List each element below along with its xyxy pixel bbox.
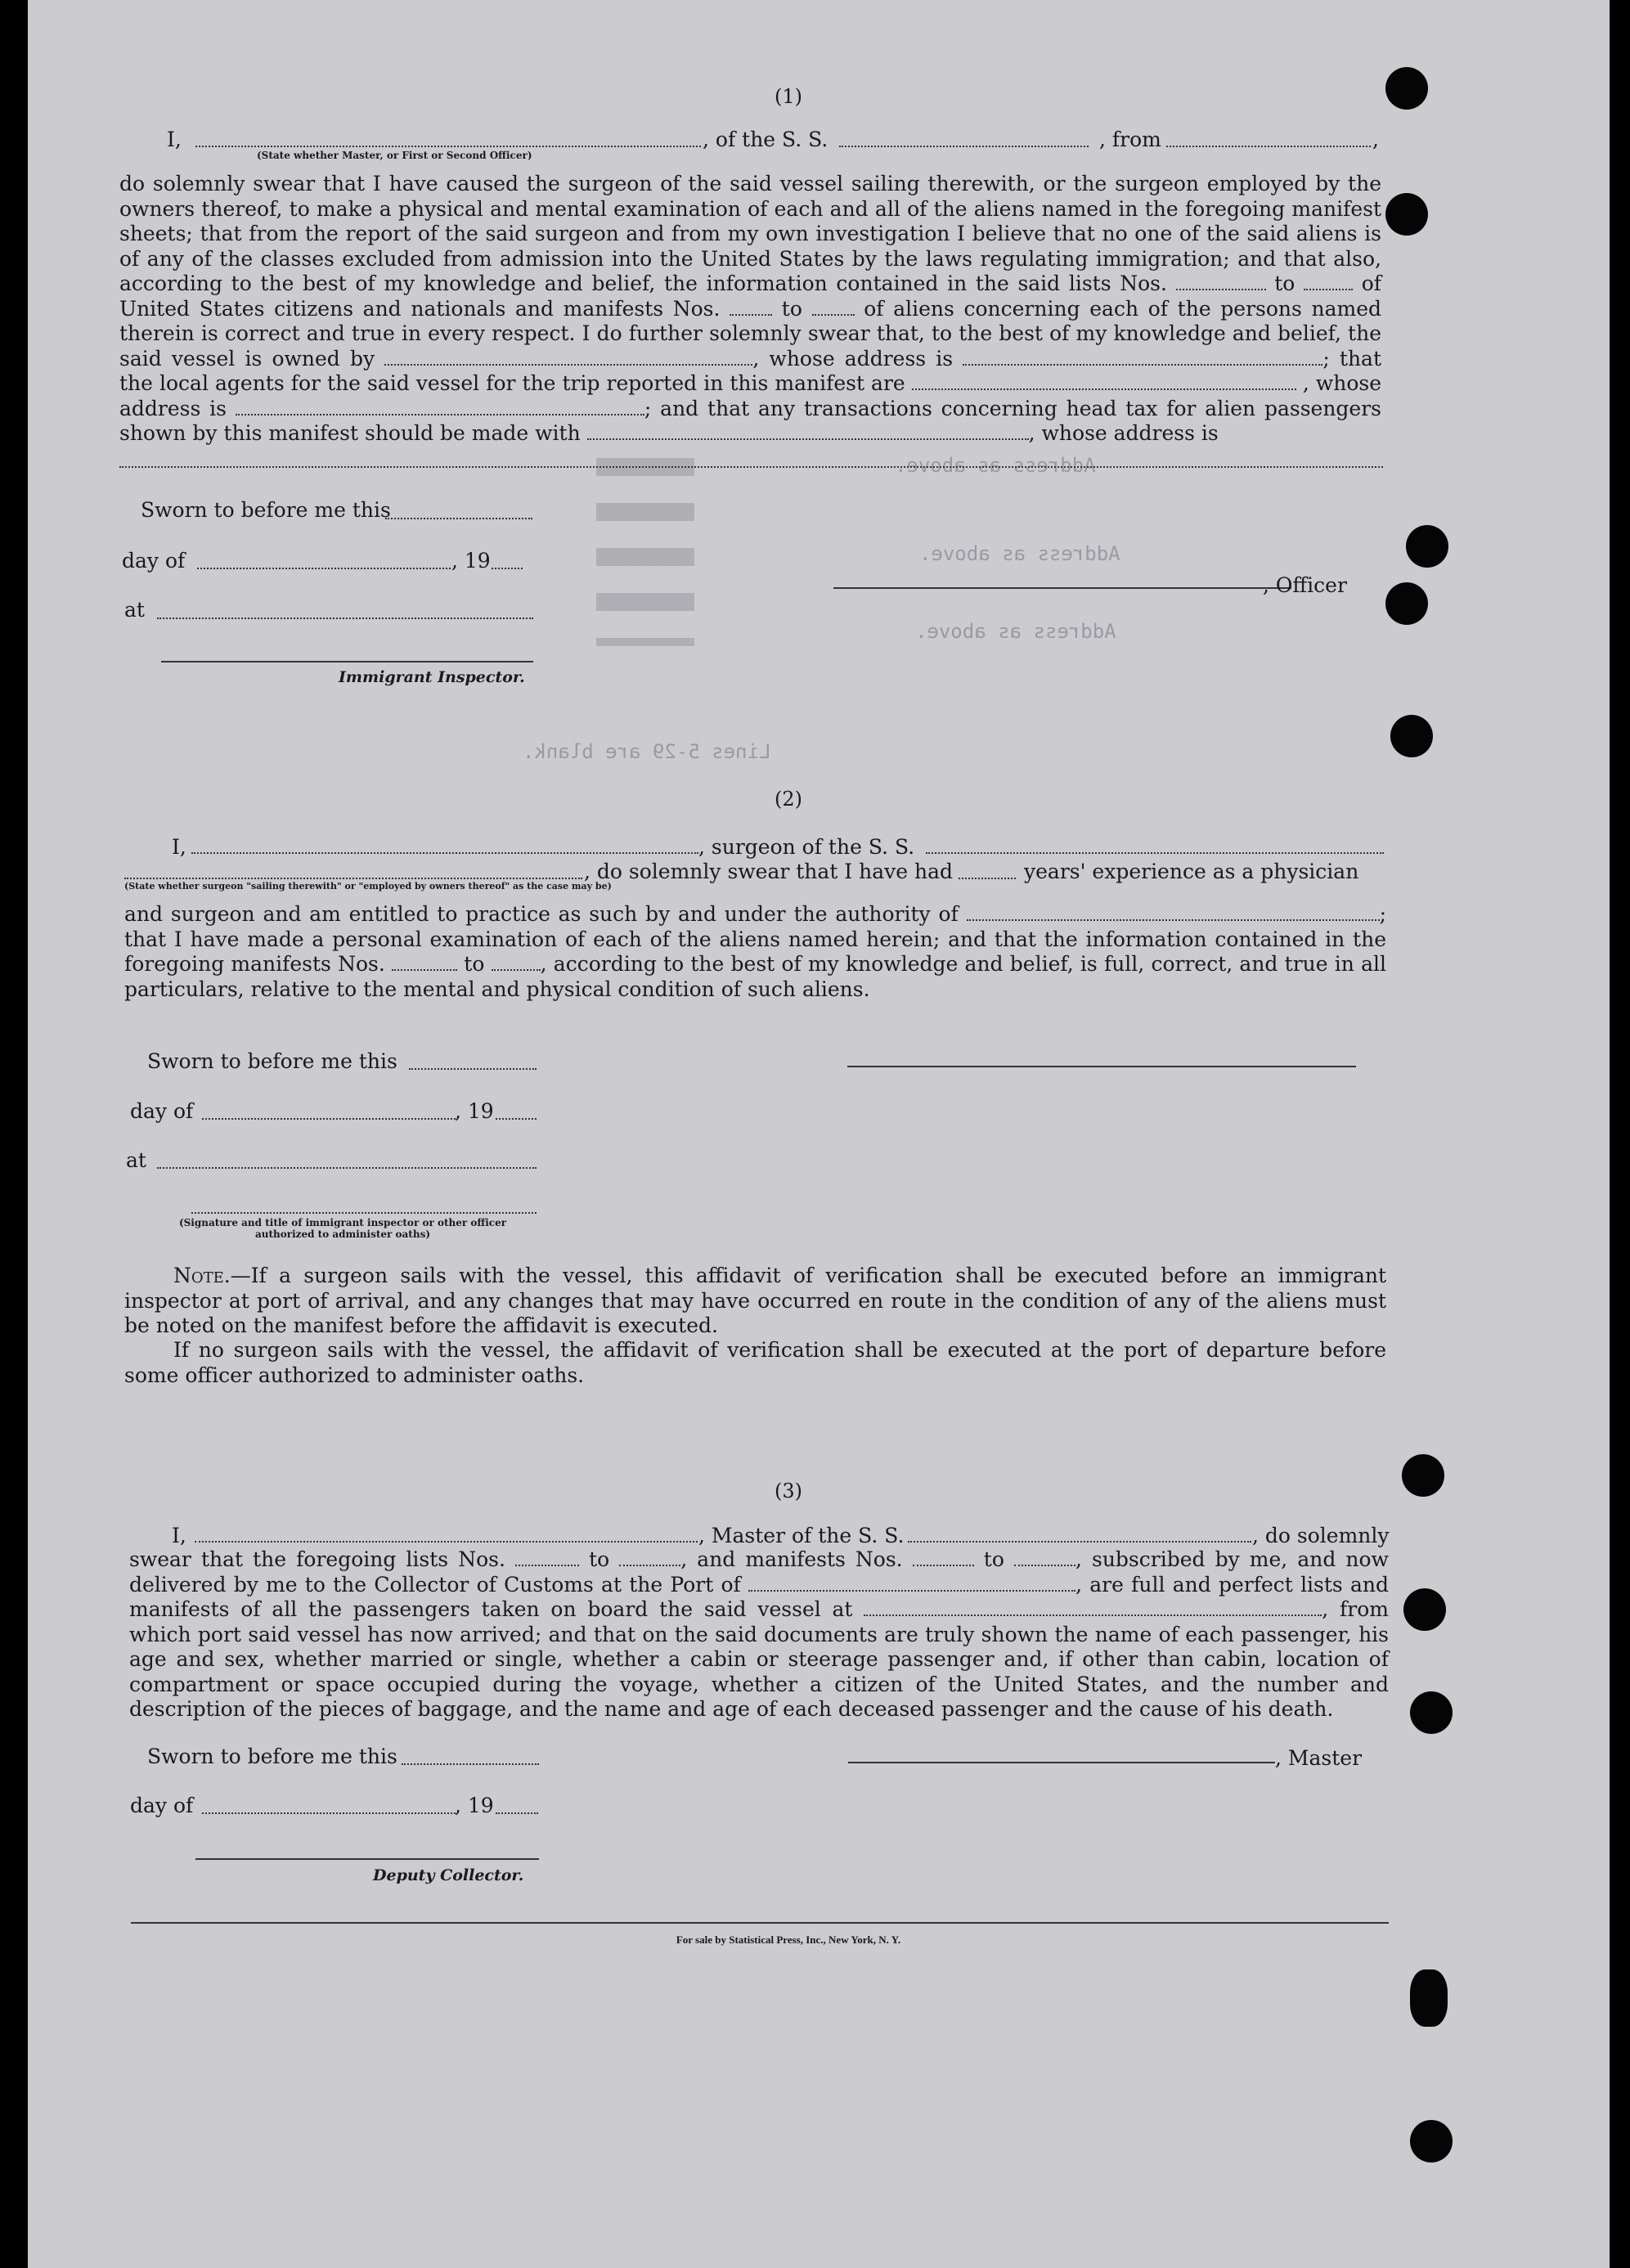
section1-text-h: , whose address is (1028, 421, 1219, 445)
punch-hole (1402, 1454, 1444, 1497)
officer-signature-line[interactable] (833, 587, 1291, 589)
sworn-day-field-2[interactable] (409, 1068, 537, 1070)
section1-text-f: , whose address is (119, 371, 1382, 420)
ship-name-field[interactable] (839, 146, 1089, 147)
manifests-from-field[interactable] (730, 299, 772, 316)
head-tax-field[interactable] (587, 424, 1029, 440)
master-lists-to-field[interactable] (619, 1550, 680, 1566)
section-number-2: (2) (775, 788, 802, 811)
year-label-1: , 19 (451, 549, 491, 573)
punch-hole (1385, 67, 1428, 110)
year-field-3[interactable] (496, 1812, 538, 1814)
month-field-2[interactable] (202, 1118, 456, 1120)
printer-footer: For sale by Statistical Press, Inc., New York, N. Y. (676, 1933, 901, 1946)
officer-label: , Officer (1263, 573, 1347, 597)
manifest-reverse-page (28, 0, 1610, 2268)
agents-field[interactable] (912, 374, 1296, 390)
punch-hole (1385, 582, 1428, 625)
day-of-label-1: day of (122, 549, 186, 573)
officer-title-caption: (State whether Master, or First or Second Officer) (257, 150, 532, 161)
section2-text-b: ; that I have made a personal examination of each of the aliens named herein; and that the information contained in the foregoing manifests Nos. (124, 902, 1386, 976)
master-signature-line[interactable] (848, 1762, 1275, 1763)
lists-from-field[interactable] (1176, 274, 1266, 290)
master-ship-field[interactable] (908, 1541, 1251, 1543)
note-label: Note. (173, 1264, 231, 1287)
from-label: , from (1099, 128, 1161, 151)
manifests-to-field[interactable] (812, 299, 855, 316)
year-field-1[interactable] (492, 568, 523, 569)
section2-text-a: and surgeon and am entitled to practice as such by and under the authority of (124, 902, 959, 926)
head-tax-address-field[interactable] (119, 466, 1383, 468)
surgeon-signature-line[interactable] (847, 1066, 1356, 1067)
section1-i: I, (167, 128, 182, 151)
footer-rule (131, 1922, 1389, 1924)
sworn-label-1: Sworn to before me this (141, 498, 391, 522)
note-paragraph-2 (124, 1338, 1386, 1388)
sworn-label-3: Sworn to before me this (147, 1745, 397, 1768)
do-solemnly-label: , do solemnly (1252, 1524, 1390, 1547)
surgeon-manifests-to-field[interactable] (492, 954, 541, 971)
master-name-field[interactable] (195, 1541, 698, 1543)
master-manifests-from-field[interactable] (913, 1550, 974, 1566)
section-number-3: (3) (775, 1480, 802, 1502)
surgeon-status-caption: (State whether surgeon "sailing therewith" or "employed by owners thereof" as the case may be) (124, 881, 612, 891)
surgeon-manifests-from-field[interactable] (392, 954, 457, 971)
agents-address-field[interactable] (236, 399, 644, 415)
year-label-2: , 19 (455, 1099, 494, 1123)
section3-text-e: , from which port said vessel has now arrived; and that on the said documents are truly shown the name of each passenger, his age and sex, whether married or single, whether a cabin or steerage passenger and, if other than cabin, location of compartment or space occupied during the voyage, whether a citizen of the United States, and the number and description of the pieces of baggage, and the name and age of each deceased passenger and the cause of his death. (129, 1597, 1390, 1721)
inspector-caption: Immigrant Inspector. (339, 668, 525, 686)
bleed-through-text: Address as above. (919, 542, 1120, 565)
authority-field[interactable] (967, 905, 1380, 921)
punch-hole (1410, 2120, 1453, 2162)
bleed-through-marks (596, 458, 694, 646)
officer-title-field[interactable] (195, 146, 701, 147)
years-field[interactable] (959, 878, 1016, 879)
port-field[interactable] (748, 1575, 1075, 1592)
from-port-field[interactable] (1166, 146, 1371, 147)
section2-i: I, (172, 835, 186, 859)
signature-caption: (Signature and title of immigrant inspector or other officer authorized to administer oaths) (178, 1217, 507, 1240)
collector-signature-line[interactable] (195, 1858, 539, 1860)
note-text-1: —If a surgeon sails with the vessel, this affidavit of verification shall be executed before an immigrant inspector at port of arrival, and any changes that may have occurred en route in the condition of any of the aliens must be noted on the manifest before the affidavit is executed. (124, 1264, 1386, 1337)
inspector-signature-line[interactable] (161, 661, 533, 662)
year-field-2[interactable] (496, 1118, 537, 1120)
year-label-3: , 19 (455, 1794, 494, 1817)
section3-body (129, 1547, 1389, 1722)
master-label: , Master (1275, 1746, 1363, 1770)
section1-text-c: of aliens concerning each of the persons named therein is correct and true in every respect. I do further solemnly swear that, to the best of my knowledge and belief, the said vessel is owned by (119, 296, 1382, 371)
section1-text-a: do solemnly swear that I have caused the surgeon of the said vessel sailing therewith, or the surgeon employed by the owners thereof, to make a physical and mental examination of each and all of the aliens named in the foregoing manifest sheets; that from the report of the said surgeon and from my own investigation I believe that no one of the said aliens is of any of the classes excluded from admission into the United States by the laws regulating immigration; and that also, according to the best of my knowledge and belief, the information contained in the said lists Nos. (119, 172, 1381, 295)
swear-label: , do solemnly swear that I have had (584, 860, 954, 883)
officer-signature-field-2[interactable] (191, 1212, 537, 1214)
surgeon-of-ss-label: , surgeon of the S. S. (698, 835, 915, 859)
section1-text-d: , whose address is (752, 346, 954, 371)
at-place-field-2[interactable] (157, 1167, 537, 1169)
bleed-through-text: Address as above. (915, 620, 1116, 643)
day-of-label-3: day of (130, 1794, 194, 1817)
punch-hole (1403, 1588, 1446, 1631)
of-ss-label: , of the S. S. (703, 128, 828, 151)
collector-caption: Deputy Collector. (373, 1866, 524, 1884)
to-label: to (1274, 272, 1295, 295)
comma: , (1372, 128, 1379, 151)
section3-text-c: , subscribed by me, and now delivered by me to the Collector of Customs at the Port of (129, 1547, 1389, 1597)
punch-hole (1410, 1691, 1453, 1734)
punch-hole (1385, 193, 1428, 236)
section1-text-b: of United States citizens and nationals and manifests Nos. (119, 272, 1382, 321)
section3-i: I, (172, 1524, 186, 1547)
punch-hole (1410, 1969, 1448, 2027)
section2-text-c: , according to the best of my knowledge and belief, is full, correct, and true in all particulars, relative to the mental and physical condition of such aliens. (124, 952, 1387, 1001)
sworn-label-2: Sworn to before me this (147, 1049, 397, 1073)
section1-text-g: ; and that any transactions concerning head tax for alien passengers shown by this manifest should be made with (119, 396, 1382, 445)
punch-hole (1390, 715, 1433, 757)
at-place-field-1[interactable] (157, 618, 533, 619)
lists-to-field[interactable] (1304, 274, 1353, 290)
port-boarded-field[interactable] (864, 1600, 1322, 1616)
section3-text-a: swear that the foregoing lists Nos. (129, 1547, 505, 1571)
at-label-1: at (124, 598, 145, 622)
month-field-1[interactable] (197, 568, 451, 569)
note-text-2: If no surgeon sails with the vessel, the affidavit of verification shall be executed at the port of departure before some officer authorized to administer oaths. (124, 1338, 1386, 1387)
note-paragraph (124, 1264, 1386, 1339)
to-label: to (464, 952, 485, 976)
sworn-day-field-3[interactable] (402, 1763, 539, 1765)
at-label-2: at (126, 1148, 146, 1172)
years-label: years' experience as a physician (1024, 860, 1359, 883)
punch-hole (1406, 525, 1448, 568)
master-manifests-to-field[interactable] (1014, 1550, 1075, 1566)
owner-address-field[interactable] (963, 349, 1322, 366)
surgeon-name-field[interactable] (191, 852, 698, 854)
bleed-through-text: Lines 5-29 are blank. (523, 740, 771, 763)
section3-text-d: , are full and perfect lists and manifests of all the passengers taken on board the said vessel at (129, 1572, 1390, 1621)
to-label: to (781, 296, 802, 321)
day-of-label-2: day of (130, 1099, 194, 1123)
surgeon-ship-field[interactable] (926, 852, 1384, 854)
to-label: to (589, 1547, 610, 1571)
month-field-3[interactable] (202, 1812, 456, 1814)
section3-text-b: , and manifests Nos. (680, 1547, 903, 1571)
master-of-ss-label: , Master of the S. S. (698, 1524, 905, 1547)
surgeon-status-field[interactable] (124, 878, 582, 879)
section-number-1: (1) (775, 85, 802, 108)
master-lists-from-field[interactable] (515, 1550, 579, 1566)
sworn-day-field-1[interactable] (385, 518, 532, 519)
section1-text-e: ; that the local agents for the said vessel for the trip reported in this manifest are (119, 346, 1382, 395)
section1-body (119, 172, 1381, 447)
owner-field[interactable] (384, 349, 752, 366)
section2-body (124, 902, 1386, 1002)
bleed-through-text: Address as above. (895, 454, 1096, 477)
to-label: to (983, 1547, 1004, 1571)
